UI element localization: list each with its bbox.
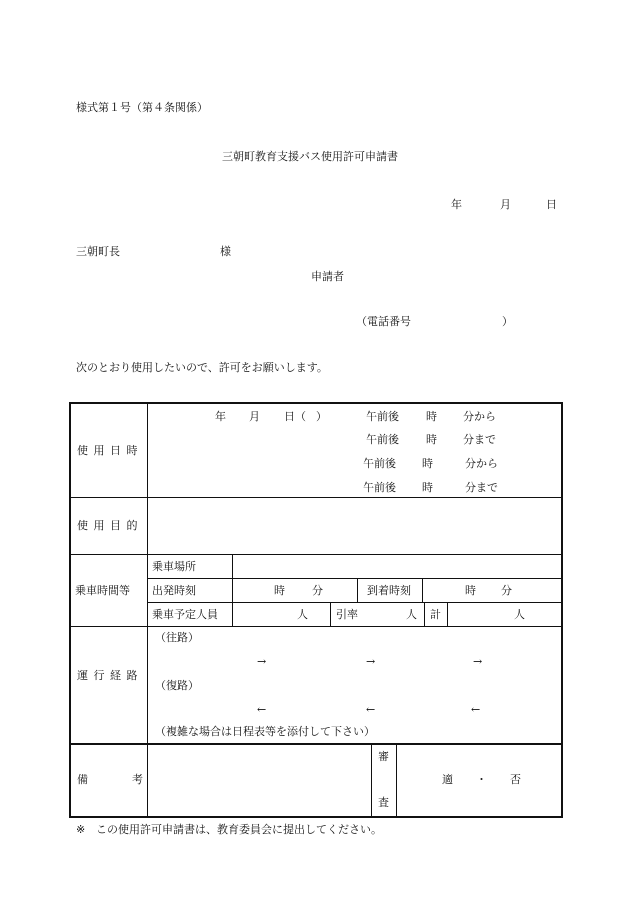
total-label-divider xyxy=(447,602,448,626)
time-row-4-hour: 時 xyxy=(422,481,433,494)
outbound-label: （往路） xyxy=(155,631,199,644)
row-divider-purpose xyxy=(69,554,561,555)
arrival-label-divider xyxy=(422,578,423,602)
approve-option: 適 xyxy=(442,773,453,786)
passengers-label: 乗車予定人員 xyxy=(152,608,218,621)
boarding-place-label: 乗車場所 xyxy=(152,560,196,573)
return-label: （復路） xyxy=(155,679,199,692)
footer-note: この使用許可申請書は、教育委員会に提出してください。 xyxy=(96,823,382,836)
time-row-2-hour: 時 xyxy=(426,433,437,446)
leader-unit: 人 xyxy=(406,608,417,621)
datetime-paren-close: ） xyxy=(316,410,327,423)
departure-label: 出発時刻 xyxy=(152,584,196,597)
outbound-arrow-2: → xyxy=(366,655,376,668)
intro-text: 次のとおり使用したいので、許可をお願いします。 xyxy=(76,361,328,374)
route-note: （複雑な場合は日程表等を添付して下さい） xyxy=(155,725,375,738)
time-row-4-ampm: 午前後 xyxy=(363,481,396,494)
row-divider-datetime xyxy=(69,497,561,498)
time-row-3-ampm: 午前後 xyxy=(363,457,396,470)
passengers-unit: 人 xyxy=(297,608,308,621)
arrival-label: 到着時刻 xyxy=(367,584,411,597)
time-row-2-ampm: 午前後 xyxy=(366,433,399,446)
addressee: 三朝町長 xyxy=(76,245,120,258)
deny-option: 否 xyxy=(510,773,521,786)
outbound-arrow-1: → xyxy=(257,655,267,668)
row-divider-boarding xyxy=(69,626,561,627)
leader-total-divider xyxy=(424,602,425,626)
arrival-minute: 分 xyxy=(501,584,512,597)
boarding-label: 乗車時間等 xyxy=(75,584,130,597)
return-arrow-3: ← xyxy=(471,703,481,716)
departure-hour: 時 xyxy=(274,584,285,597)
time-row-3-minute: 分から xyxy=(465,457,498,470)
outbound-arrow-3: → xyxy=(473,655,483,668)
passenger-leader-divider xyxy=(330,602,331,626)
leader-label: 引率 xyxy=(336,608,358,621)
route-label: 運 行 経 路 xyxy=(77,669,139,682)
time-row-3-hour: 時 xyxy=(422,457,433,470)
date-day-label: 日 xyxy=(546,198,557,211)
time-row-4-minute: 分まで xyxy=(465,481,498,494)
remarks-label-1: 備 xyxy=(77,773,88,786)
time-row-1-hour: 時 xyxy=(426,410,437,423)
boarding-subrow-1 xyxy=(147,578,561,579)
datetime-label: 使 用 日 時 xyxy=(77,444,139,457)
arrival-hour: 時 xyxy=(465,584,476,597)
form-number: 様式第１号（第４条関係） xyxy=(76,101,208,114)
datetime-day: 日（ xyxy=(284,410,306,423)
time-row-1-ampm: 午前後 xyxy=(366,410,399,423)
footer-mark: ※ xyxy=(76,823,86,836)
honorific: 様 xyxy=(220,245,231,258)
departure-minute: 分 xyxy=(312,584,323,597)
approve-deny-separator: ・ xyxy=(476,773,487,786)
return-arrow-2: ← xyxy=(366,703,376,716)
applicant-label: 申請者 xyxy=(311,270,344,283)
purpose-label: 使 用 目 的 xyxy=(77,519,139,532)
row-divider-route xyxy=(69,743,561,745)
review-label-1: 審 xyxy=(378,750,389,763)
datetime-year: 年 xyxy=(215,410,226,423)
return-arrow-1: ← xyxy=(257,703,267,716)
total-label: 計 xyxy=(430,608,441,621)
document-title: 三朝町教育支援バス使用許可申請書 xyxy=(222,150,398,163)
phone-label: （電話番号 xyxy=(356,315,411,328)
review-label-2: 査 xyxy=(378,796,389,809)
time-row-1-minute: 分から xyxy=(463,410,496,423)
departure-arrival-divider xyxy=(357,578,358,602)
boarding-sublabel-divider xyxy=(232,554,233,626)
total-unit: 人 xyxy=(514,608,525,621)
date-year-label: 年 xyxy=(451,198,462,211)
review-right-divider xyxy=(396,743,397,816)
date-month-label: 月 xyxy=(500,198,511,211)
label-column-divider xyxy=(147,402,148,816)
review-left-divider xyxy=(371,743,372,816)
time-row-2-minute: 分まで xyxy=(463,433,496,446)
remarks-label-2: 考 xyxy=(132,773,143,786)
phone-close: ） xyxy=(502,315,513,328)
application-form-table xyxy=(69,402,561,816)
datetime-month: 月 xyxy=(249,410,260,423)
boarding-subrow-2 xyxy=(147,602,561,603)
